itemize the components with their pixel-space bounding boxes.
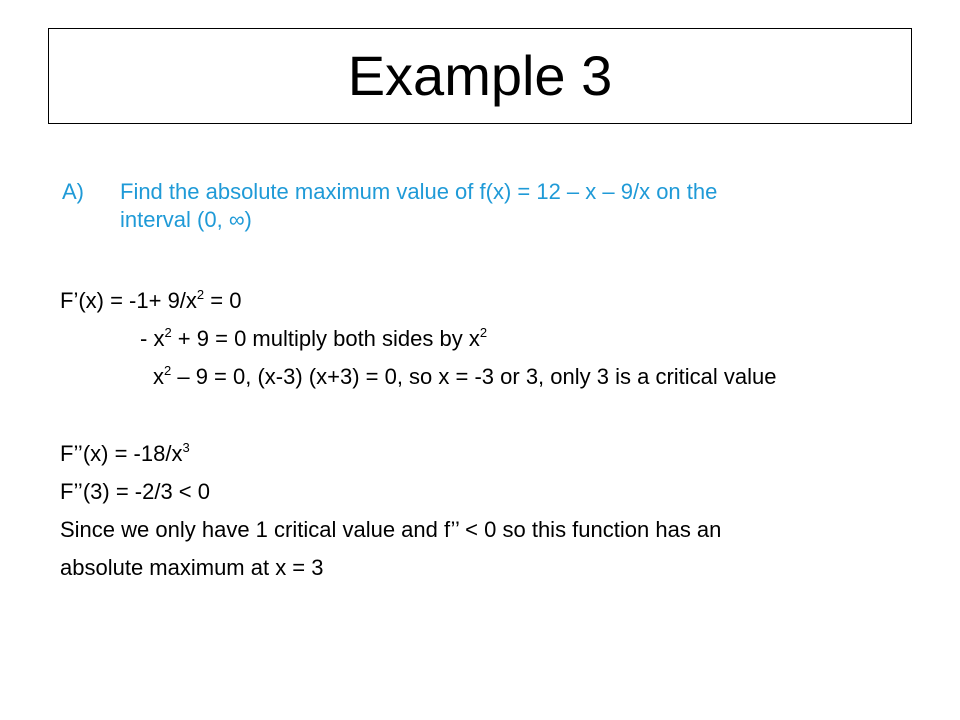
part-a-marker: A) bbox=[62, 179, 84, 204]
first-derivative: F’(x) = $-1+ 9/x^2 = 0$ bbox=[60, 287, 242, 313]
step-multiply: - $x^2 + 9 = 0$ multiply both sides by $x^2$ bbox=[140, 325, 488, 351]
second-derivative-eval: F’’(3) = -2/3 < 0 bbox=[60, 479, 210, 504]
title-box bbox=[48, 28, 912, 124]
slide-title: Example 3 bbox=[347, 44, 613, 107]
part-a-question-line1: Find the absolute maximum value of f(x) = 12 – x – 9/x on the bbox=[120, 179, 718, 204]
step-solve: $x^2 - 9 = 0$, (x-3) (x+3) = 0, so x = -3 or 3, only 3 is a critical value bbox=[153, 363, 777, 389]
conclusion-line2: absolute maximum at x = 3 bbox=[60, 555, 324, 580]
conclusion-line1: Since we only have 1 critical value and f’’ < 0 so this function has an bbox=[60, 517, 722, 542]
part-a-question-line2: interval (0, ∞) bbox=[120, 207, 252, 232]
second-derivative: F’’(x) = $-18/x^3$ bbox=[60, 440, 190, 466]
